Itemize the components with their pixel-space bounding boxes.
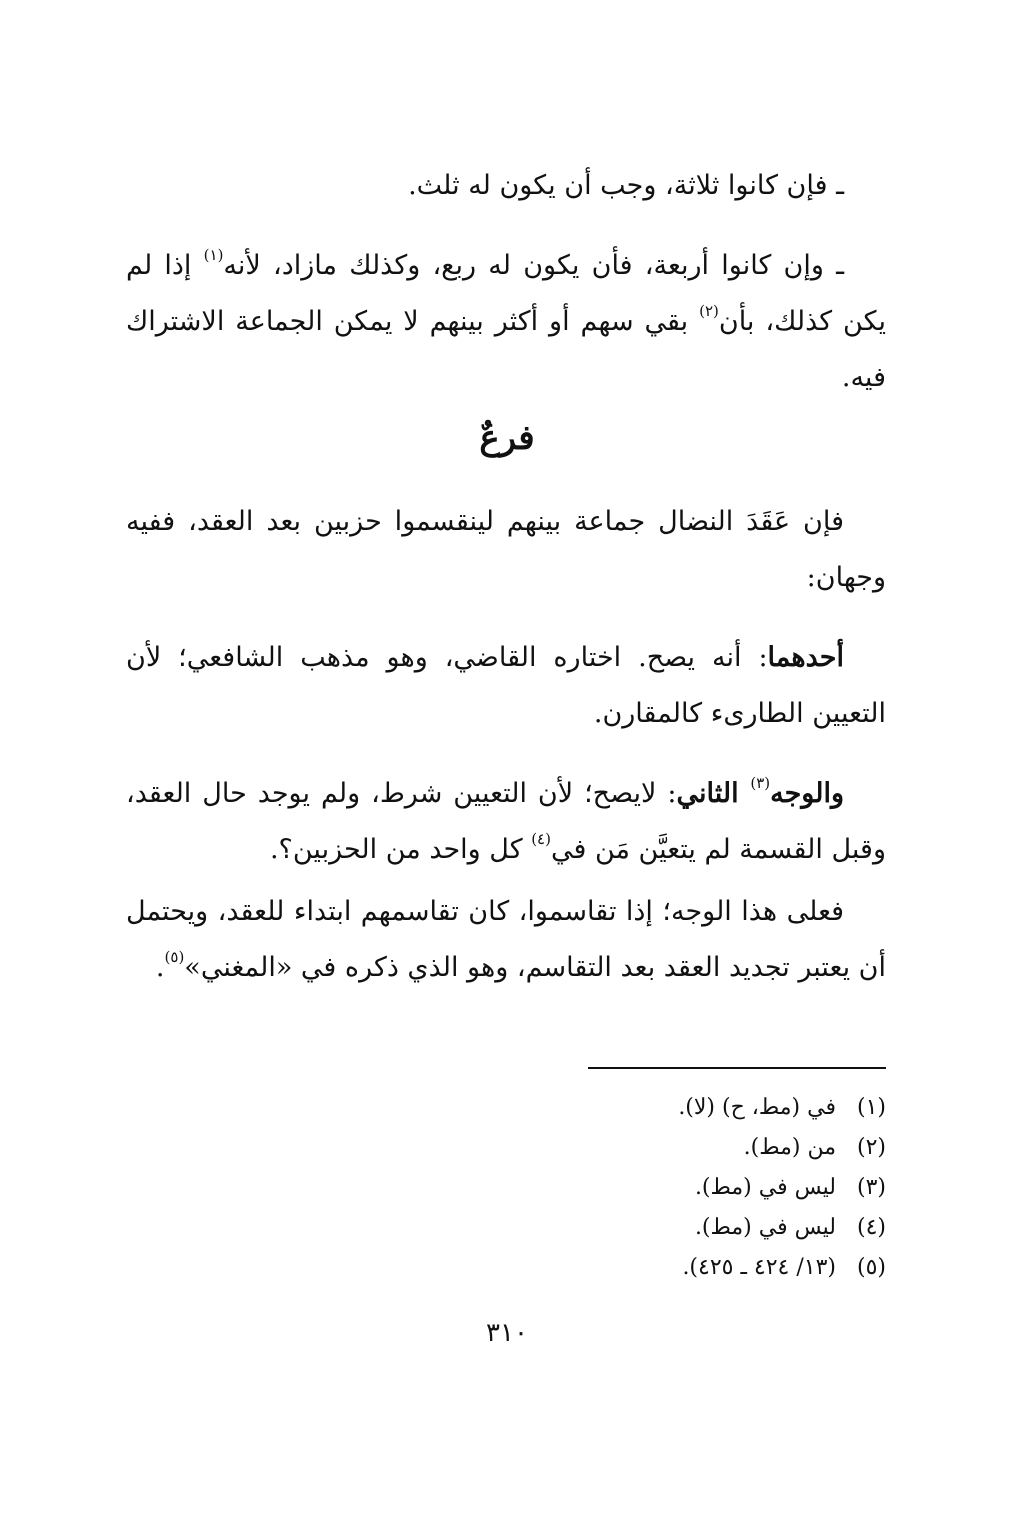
footnote-ref-2: (٢) <box>699 302 719 320</box>
paragraph-5-text-a: : لايصح؛ لأن التعيين شرط، ولم يوجد حال العقد، وقبل القسمة لم يتعيَّن مَن في <box>126 778 886 865</box>
paragraph-5-text-b: كل واحد من الحزبين؟. <box>269 834 532 865</box>
footnote-number: (٣) <box>856 1175 886 1200</box>
footnote-ref-3: (٣) <box>750 774 771 792</box>
page-number: ٣١٠ <box>486 1318 528 1348</box>
paragraph-1 <box>126 158 886 214</box>
footnote-item <box>386 1088 886 1128</box>
paragraph-4-lead: أحدهما <box>767 642 844 673</box>
paragraph-2-text-b: إذا لم يكن كذلك، بأن <box>126 250 886 337</box>
paragraph-4 <box>126 630 886 742</box>
footnotes <box>386 1088 886 1288</box>
paragraph-2-text-a: ـ وإن كانوا أربعة، فأن يكون له ربع، وكذلك مازاد، لأنه <box>223 250 844 281</box>
footnote-item <box>386 1168 886 1208</box>
footnote-text: ليس في (مط). <box>694 1175 836 1200</box>
footnote-number: (١) <box>856 1095 886 1120</box>
paragraph-3-text: فإن عَقَدَ النضال جماعة بينهم لينقسموا حزبين بعد العقد، ففيه وجهان: <box>126 506 886 593</box>
footnote-item <box>386 1248 886 1288</box>
footnote-number: (٢) <box>856 1135 886 1160</box>
footnote-ref-4: (٤) <box>531 830 551 848</box>
footnote-item <box>386 1128 886 1168</box>
footnote-text: ليس في (مط). <box>694 1215 836 1240</box>
footnote-number: (٥) <box>856 1255 886 1280</box>
paragraph-5 <box>126 766 886 878</box>
footnote-number: (٤) <box>856 1215 886 1240</box>
footnote-ref-1: (١) <box>203 246 224 264</box>
footnote-text: من (مط). <box>743 1135 836 1160</box>
paragraph-2 <box>126 238 886 406</box>
footnote-item <box>386 1208 886 1248</box>
paragraph-5-lead-b: الثاني <box>676 778 751 809</box>
paragraph-6-end: . <box>155 952 165 983</box>
footnote-text: في (مط، ح) (لا). <box>678 1095 836 1120</box>
paragraph-6 <box>126 884 886 996</box>
paragraph-4-text: : أنه يصح. اختاره القاضي، وهو مذهب الشافعي؛ لأن التعيين الطارىء كالمقارن. <box>126 642 886 729</box>
footnote-divider <box>588 1067 886 1069</box>
footnote-text: (١٣/ ٤٢٤ ـ ٤٢٥). <box>682 1255 836 1280</box>
paragraph-1-text: ـ فإن كانوا ثلاثة، وجب أن يكون له ثلث. <box>408 170 844 201</box>
paragraph-6-text: فعلى هذا الوجه؛ إذا تقاسموا، كان تقاسمهم ابتداء للعقد، ويحتمل أن يعتبر تجديد العقد بعد التقاسم، وهو الذي ذكره في «المغني» <box>126 896 886 983</box>
paragraph-3 <box>126 494 886 606</box>
footnote-ref-5: (٥) <box>164 948 185 966</box>
paragraph-5-lead-a: والوجه <box>770 778 844 809</box>
paragraph-2-text-c: بقي سهم أو أكثر بينهم لا يمكن الجماعة الاشتراك فيه. <box>126 306 886 393</box>
section-heading: فرعٌ <box>479 418 535 458</box>
